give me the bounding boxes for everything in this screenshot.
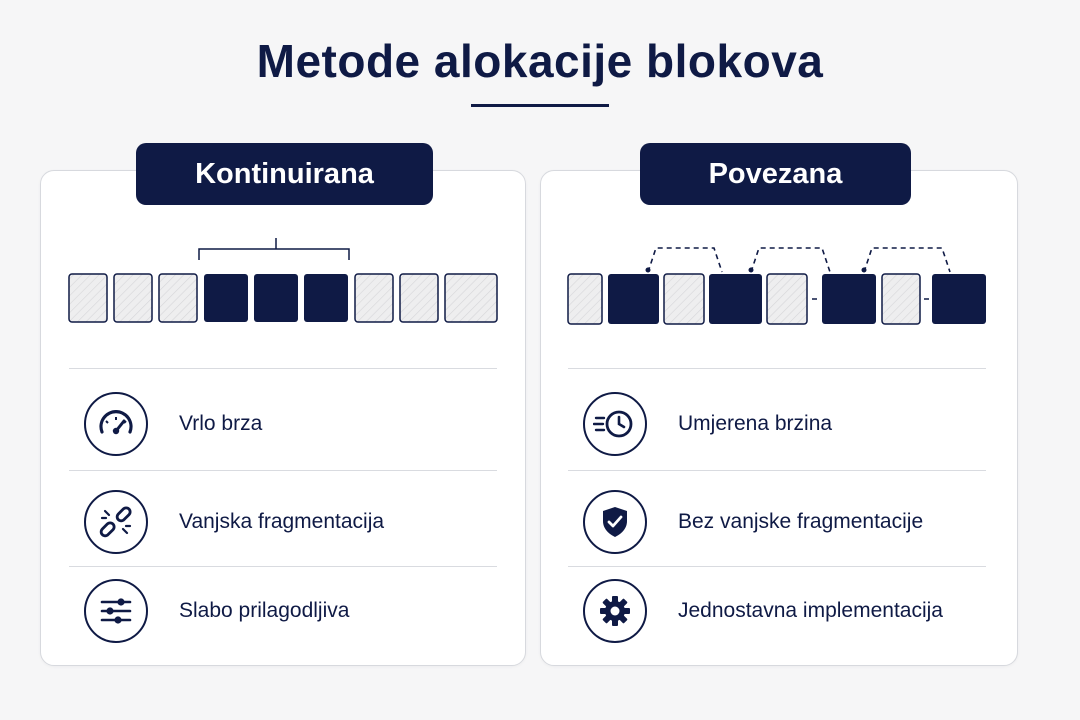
pointer-link <box>864 248 950 272</box>
feature-row <box>583 389 832 459</box>
block-allocated <box>608 274 659 324</box>
feature-row <box>84 389 262 459</box>
feature-row <box>583 487 923 557</box>
divider <box>568 368 986 369</box>
feature-label: Umjerena brzina <box>678 412 833 435</box>
block-free <box>882 274 920 324</box>
feature-label: Jednostavna implementacija <box>678 599 943 622</box>
feature-label: Bez vanjske fragmentacije <box>678 510 924 533</box>
feature-row <box>84 487 384 557</box>
shield-check-icon <box>583 490 647 554</box>
pointer-link <box>648 248 722 272</box>
sliders-icon <box>84 579 148 643</box>
linked-blocks <box>568 248 986 324</box>
block-free <box>664 274 704 324</box>
block-free <box>445 274 497 322</box>
divider <box>69 368 497 369</box>
pointer-link <box>751 248 830 272</box>
block-allocated <box>204 274 248 322</box>
feature-label: Vanjska fragmentacija <box>179 510 385 533</box>
divider <box>568 470 986 471</box>
block-allocated <box>822 274 876 324</box>
block-free <box>114 274 152 322</box>
feature-label: Vrlo brza <box>179 412 263 435</box>
divider <box>568 566 986 567</box>
divider <box>69 566 497 567</box>
page-title: Metode alokacije blokova <box>256 35 824 87</box>
block-free <box>159 274 197 322</box>
feature-row <box>583 576 943 646</box>
block-allocated <box>709 274 762 324</box>
linked-header: Povezana <box>640 143 911 205</box>
block-allocated <box>304 274 348 322</box>
broken-link-icon <box>84 490 148 554</box>
contiguous-header: Kontinuirana <box>136 143 433 205</box>
feature-row <box>84 576 349 646</box>
block-free <box>69 274 107 322</box>
block-allocated <box>932 274 986 324</box>
feature-label: Slabo prilagodljiva <box>179 599 350 622</box>
contiguous-blocks <box>69 238 497 322</box>
speedometer-icon <box>84 392 148 456</box>
gear-icon <box>583 579 647 643</box>
block-free <box>568 274 602 324</box>
block-allocated <box>254 274 298 322</box>
block-free <box>355 274 393 322</box>
block-free <box>400 274 438 322</box>
fast-clock-icon <box>583 392 647 456</box>
block-free <box>767 274 807 324</box>
divider <box>69 470 497 471</box>
range-bracket <box>199 238 349 260</box>
